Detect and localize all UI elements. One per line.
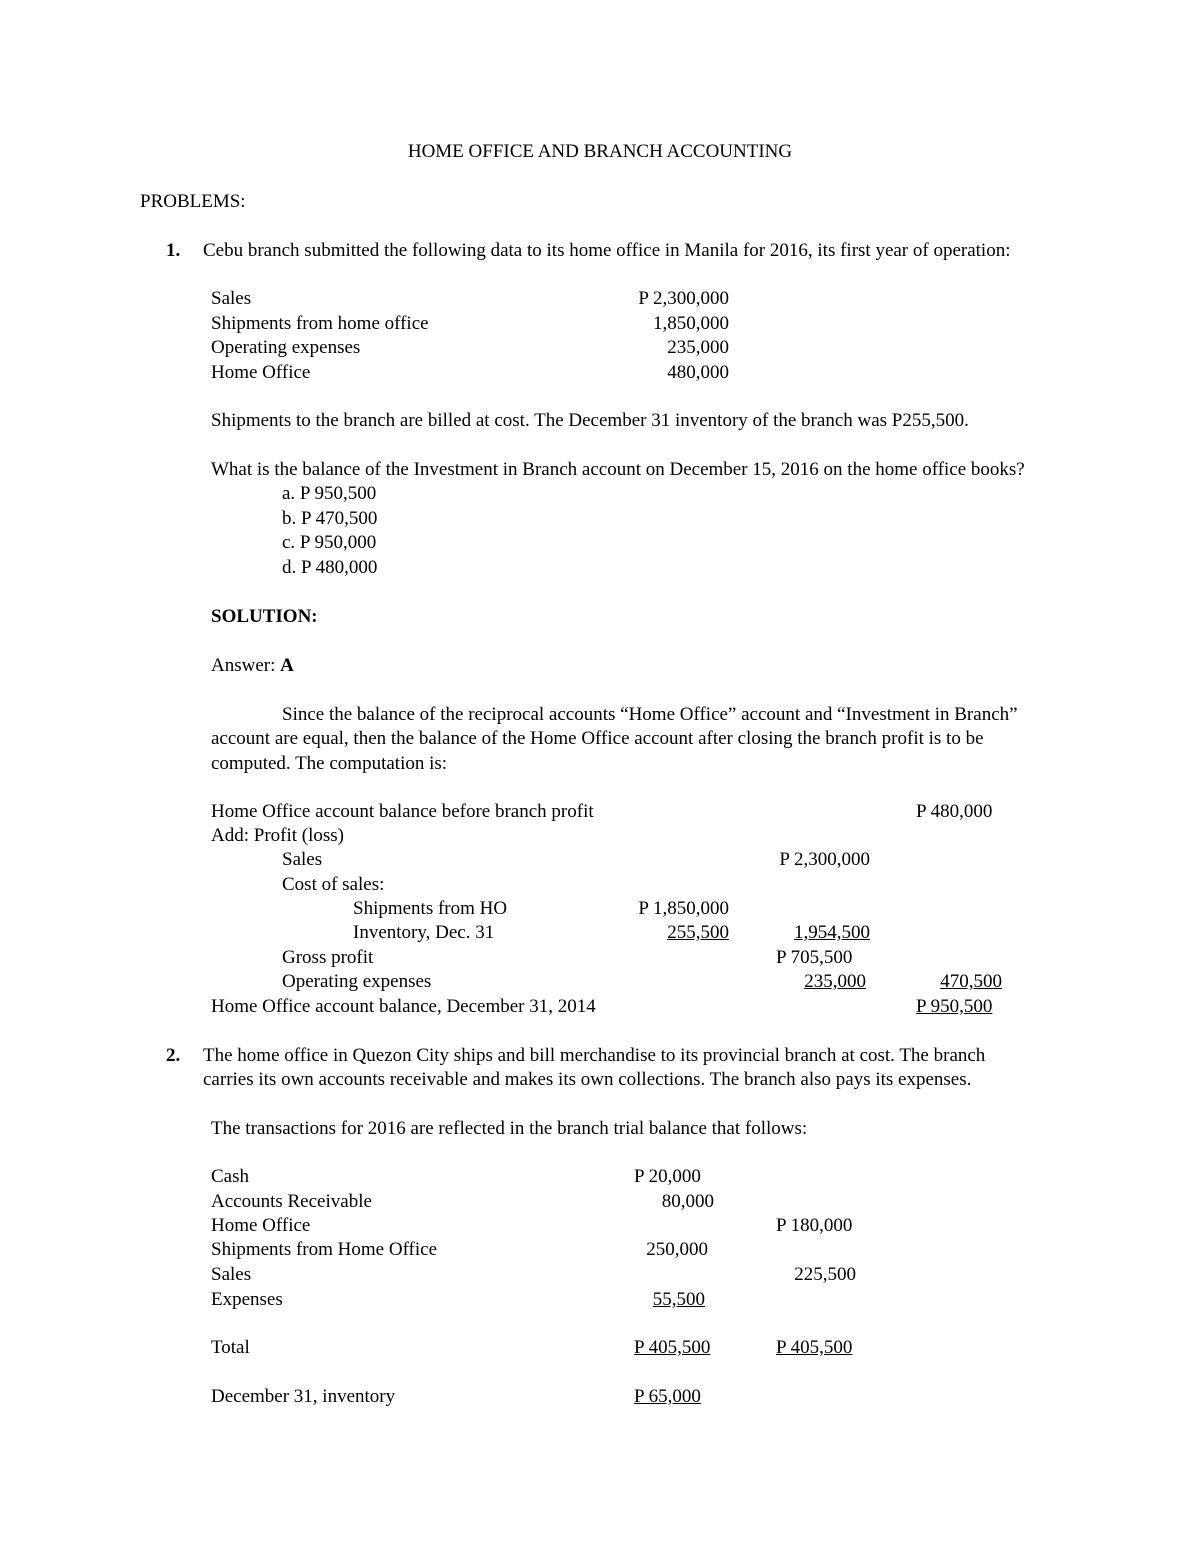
profit-value: 470,500 bbox=[940, 971, 1002, 992]
trial-balance-intro: The transactions for 2016 are reflected in the branch trial balance that follows: bbox=[211, 1118, 808, 1139]
answer-label: Answer: bbox=[211, 655, 276, 676]
problem-1-intro: Cebu branch submitted the following data to its home office in Manila for 2016, its first year of operation: bbox=[203, 240, 1011, 261]
tb-row-credit: P 180,000 bbox=[776, 1215, 853, 1236]
tb-row-label: Cash bbox=[211, 1166, 249, 1187]
cost-of-sales-label: Cost of sales: bbox=[282, 874, 385, 895]
inventory-label: December 31, inventory bbox=[211, 1386, 396, 1407]
tb-row-label: Home Office bbox=[211, 1215, 311, 1236]
problem-2-intro-line: carries its own accounts receivable and makes its own collections. The branch also pays its expenses. bbox=[203, 1069, 972, 1090]
data-row-value: 235,000 bbox=[667, 337, 729, 358]
data-row-label: Shipments from home office bbox=[211, 313, 429, 334]
data-row-label: Sales bbox=[211, 288, 252, 309]
tb-total-credit: P 405,500 bbox=[776, 1337, 853, 1358]
tb-row-debit: 250,000 bbox=[646, 1239, 708, 1260]
tb-total-debit: P 405,500 bbox=[634, 1337, 711, 1358]
explanation-line: account are equal, then the balance of the Home Office account after closing the branch profit is to be bbox=[211, 728, 984, 749]
solution-heading: SOLUTION: bbox=[211, 606, 318, 627]
choice-c: c. P 950,000 bbox=[282, 532, 377, 553]
opex-label: Operating expenses bbox=[282, 971, 432, 992]
problem-2-number: 2. bbox=[166, 1045, 181, 1066]
problem-1-note: Shipments to the branch are billed at cost. The December 31 inventory of the branch was P255,500. bbox=[211, 410, 969, 431]
data-row-label: Operating expenses bbox=[211, 337, 361, 358]
ho-before-label: Home Office account balance before branch profit bbox=[211, 801, 594, 822]
ho-before-value: P 480,000 bbox=[916, 801, 993, 822]
tb-row-label: Accounts Receivable bbox=[211, 1191, 372, 1212]
data-row-value: P 2,300,000 bbox=[638, 288, 729, 309]
tb-row-label: Shipments from Home Office bbox=[211, 1239, 438, 1260]
problem-2-intro-line: The home office in Quezon City ships and bill merchandise to its provincial branch at cost. The branch bbox=[203, 1045, 986, 1066]
cost-total-value: 1,954,500 bbox=[794, 922, 870, 943]
problem-1-number: 1. bbox=[166, 240, 181, 261]
tb-row-credit: 225,500 bbox=[794, 1264, 856, 1285]
data-row-label: Home Office bbox=[211, 362, 311, 383]
choice-d: d. P 480,000 bbox=[282, 557, 378, 578]
tb-row-debit: 55,500 bbox=[652, 1289, 705, 1310]
shipments-label: Shipments from HO bbox=[353, 898, 508, 919]
answer-value: A bbox=[280, 655, 294, 676]
explanation-line: Since the balance of the reciprocal accounts “Home Office” account and “Investment in Branch” bbox=[282, 704, 1018, 725]
tb-row-debit: P 20,000 bbox=[634, 1166, 701, 1187]
choice-a: a. P 950,500 bbox=[282, 483, 377, 504]
tb-row-debit: 80,000 bbox=[661, 1191, 714, 1212]
tb-row-label: Sales bbox=[211, 1264, 252, 1285]
inventory-label: Inventory, Dec. 31 bbox=[353, 922, 495, 943]
choice-b: b. P 470,500 bbox=[282, 508, 378, 529]
ho-end-label: Home Office account balance, December 31, 2014 bbox=[211, 996, 596, 1017]
inventory-value: P 65,000 bbox=[634, 1386, 701, 1407]
sales-value: P 2,300,000 bbox=[779, 849, 870, 870]
explanation-line: computed. The computation is: bbox=[211, 753, 448, 774]
tb-total-label: Total bbox=[211, 1337, 250, 1358]
opex-value: 235,000 bbox=[804, 971, 866, 992]
gross-profit-value: P 705,500 bbox=[776, 947, 853, 968]
problems-heading: PROBLEMS: bbox=[140, 191, 246, 212]
add-profit-label: Add: Profit (loss) bbox=[211, 825, 344, 846]
page-title: HOME OFFICE AND BRANCH ACCOUNTING bbox=[407, 141, 793, 162]
shipments-value: P 1,850,000 bbox=[638, 898, 729, 919]
inventory-value: 255,500 bbox=[667, 922, 729, 943]
gross-profit-label: Gross profit bbox=[282, 947, 374, 968]
data-row-value: 480,000 bbox=[667, 362, 729, 383]
sales-label: Sales bbox=[282, 849, 323, 870]
tb-row-label: Expenses bbox=[211, 1289, 283, 1310]
data-row-value: 1,850,000 bbox=[653, 313, 729, 334]
answer-line bbox=[211, 655, 294, 677]
ho-end-value: P 950,500 bbox=[916, 996, 993, 1017]
problem-1-question: What is the balance of the Investment in Branch account on December 15, 2016 on the home office books? bbox=[211, 459, 1025, 480]
